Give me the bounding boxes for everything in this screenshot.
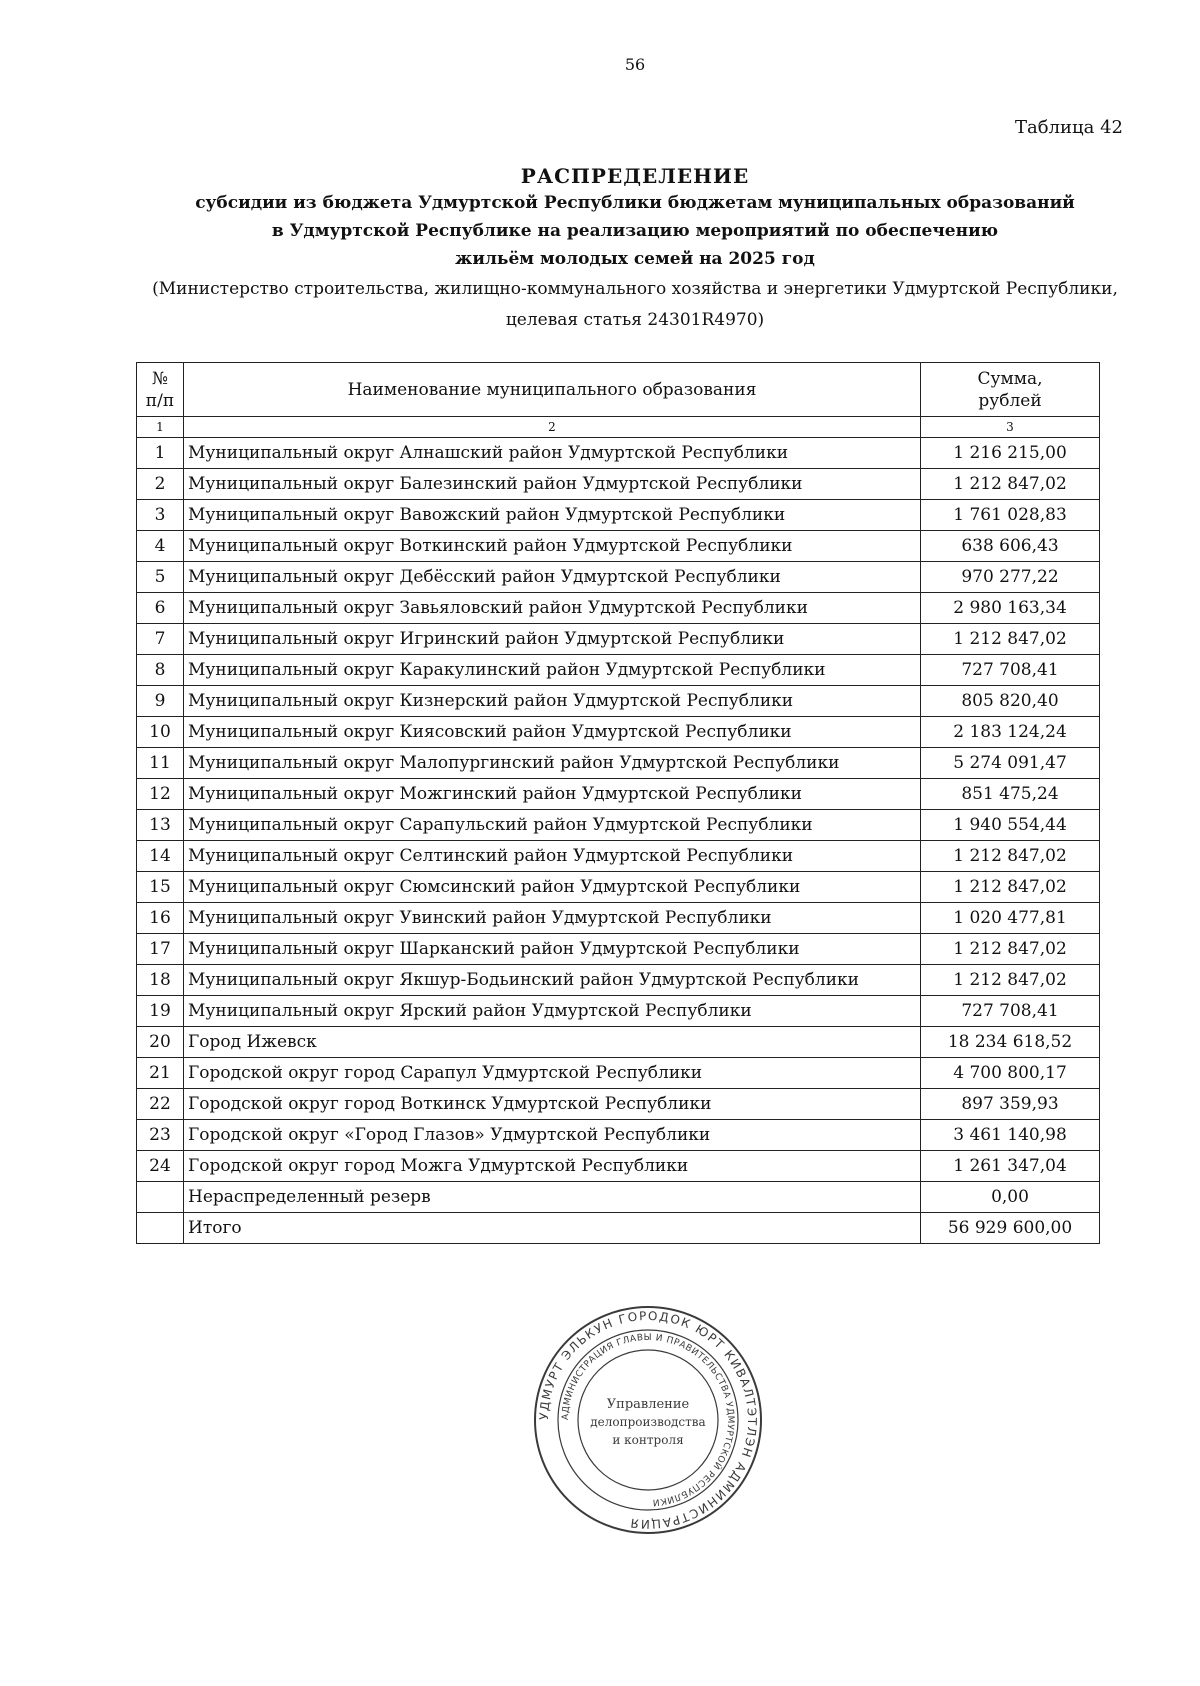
row-number: 11 xyxy=(137,748,184,779)
table-row xyxy=(137,655,1100,686)
subsidy-sum: 1 212 847,02 xyxy=(921,872,1100,903)
table-row xyxy=(137,1027,1100,1058)
municipality-name: Муниципальный округ Кизнерский район Удмуртской Республики xyxy=(184,686,921,717)
column-number: 1 xyxy=(137,417,184,438)
table-row xyxy=(137,717,1100,748)
table-header-row xyxy=(137,363,1100,417)
ministry-line-2: целевая статья 24301R4970) xyxy=(505,310,765,330)
seal-outer-text: УДМУРТ ЭЛЬКУН ГОРОДОК ЮРТ КИВАЛТЭТЛЭН АДМИНИСТРАЦИЯ xyxy=(536,1308,760,1532)
subsidy-sum: 805 820,40 xyxy=(921,686,1100,717)
subsidy-sum: 1 020 477,81 xyxy=(921,903,1100,934)
table-row xyxy=(137,872,1100,903)
municipality-name: Городской округ «Город Глазов» Удмуртской Республики xyxy=(184,1120,921,1151)
row-number: 13 xyxy=(137,810,184,841)
municipality-name: Городской округ город Воткинск Удмуртской Республики xyxy=(184,1089,921,1120)
subsidy-sum: 727 708,41 xyxy=(921,996,1100,1027)
row-number: 20 xyxy=(137,1027,184,1058)
reserve-sum: 0,00 xyxy=(921,1182,1100,1213)
municipality-name: Муниципальный округ Малопургинский район Удмуртской Республики xyxy=(184,748,921,779)
subsidy-sum: 18 234 618,52 xyxy=(921,1027,1100,1058)
subsidy-sum: 2 980 163,34 xyxy=(921,593,1100,624)
table-body xyxy=(137,438,1100,1182)
subsidy-sum: 1 216 215,00 xyxy=(921,438,1100,469)
seal-center-line-1: Управление xyxy=(606,1397,690,1412)
row-number: 9 xyxy=(137,686,184,717)
subsidy-sum: 1 212 847,02 xyxy=(921,841,1100,872)
document-heading xyxy=(120,163,1150,335)
reserve-label: Нераспределенный резерв xyxy=(184,1182,921,1213)
table-row xyxy=(137,1058,1100,1089)
municipality-name: Муниципальный округ Увинский район Удмуртской Республики xyxy=(184,903,921,934)
table-row xyxy=(137,438,1100,469)
row-number: 7 xyxy=(137,624,184,655)
header-number: № п/п xyxy=(137,363,184,417)
header-name: Наименование муниципального образования xyxy=(184,363,921,417)
table-row xyxy=(137,562,1100,593)
subsidy-sum: 5 274 091,47 xyxy=(921,748,1100,779)
row-number: 1 xyxy=(137,438,184,469)
row-number: 14 xyxy=(137,841,184,872)
row-number: 6 xyxy=(137,593,184,624)
subsidy-sum: 3 461 140,98 xyxy=(921,1120,1100,1151)
municipality-name: Муниципальный округ Алнашский район Удмуртской Республики xyxy=(184,438,921,469)
subsidy-sum: 1 212 847,02 xyxy=(921,624,1100,655)
ministry-line-1: (Министерство строительства, жилищно-коммунального хозяйства и энергетики Удмуртской Республики, xyxy=(152,279,1118,299)
row-number: 24 xyxy=(137,1151,184,1182)
municipality-name: Муниципальный округ Киясовский район Удмуртской Республики xyxy=(184,717,921,748)
column-number: 3 xyxy=(921,417,1100,438)
row-number: 12 xyxy=(137,779,184,810)
row-number: 23 xyxy=(137,1120,184,1151)
document-title: РАСПРЕДЕЛЕНИЕ xyxy=(520,164,750,188)
municipality-name: Муниципальный округ Сарапульский район Удмуртской Республики xyxy=(184,810,921,841)
table-label: Таблица 42 xyxy=(1015,117,1123,138)
subsidy-sum: 4 700 800,17 xyxy=(921,1058,1100,1089)
table-row xyxy=(137,748,1100,779)
municipality-name: Муниципальный округ Вавожский район Удмуртской Республики xyxy=(184,500,921,531)
municipality-name: Муниципальный округ Якшур-Бодьинский район Удмуртской Республики xyxy=(184,965,921,996)
table-row xyxy=(137,624,1100,655)
subsidy-sum: 2 183 124,24 xyxy=(921,717,1100,748)
municipality-name: Муниципальный округ Каракулинский район Удмуртской Республики xyxy=(184,655,921,686)
municipality-name: Городской округ город Сарапул Удмуртской Республики xyxy=(184,1058,921,1089)
official-seal-stamp xyxy=(528,1300,768,1540)
municipality-name: Муниципальный округ Ярский район Удмуртской Республики xyxy=(184,996,921,1027)
distribution-table xyxy=(136,362,1100,1244)
subsidy-sum: 897 359,93 xyxy=(921,1089,1100,1120)
row-number: 15 xyxy=(137,872,184,903)
subsidy-sum: 727 708,41 xyxy=(921,655,1100,686)
table-row xyxy=(137,469,1100,500)
row-number: 8 xyxy=(137,655,184,686)
row-number: 17 xyxy=(137,934,184,965)
subsidy-sum: 1 261 347,04 xyxy=(921,1151,1100,1182)
total-label: Итого xyxy=(184,1213,921,1244)
row-number: 19 xyxy=(137,996,184,1027)
table-row xyxy=(137,810,1100,841)
municipality-name: Муниципальный округ Игринский район Удмуртской Республики xyxy=(184,624,921,655)
table-row xyxy=(137,686,1100,717)
subsidy-sum: 1 212 847,02 xyxy=(921,469,1100,500)
table-row xyxy=(137,779,1100,810)
municipality-name: Городской округ город Можга Удмуртской Республики xyxy=(184,1151,921,1182)
municipality-name: Муниципальный округ Селтинский район Удмуртской Республики xyxy=(184,841,921,872)
total-sum: 56 929 600,00 xyxy=(921,1213,1100,1244)
municipality-name: Муниципальный округ Воткинский район Удмуртской Республики xyxy=(184,531,921,562)
table-row xyxy=(137,965,1100,996)
subsidy-sum: 1 940 554,44 xyxy=(921,810,1100,841)
column-number-row xyxy=(137,417,1100,438)
seal-center-line-2: делопроизводства xyxy=(590,1415,706,1429)
table-row xyxy=(137,593,1100,624)
seal-inner-text: АДМИНИСТРАЦИЯ ГЛАВЫ И ПРАВИТЕЛЬСТВА УДМУРТСКОЙ РЕСПУБЛИКИ xyxy=(560,1332,736,1507)
table-row xyxy=(137,1089,1100,1120)
municipality-name: Муниципальный округ Шарканский район Удмуртской Республики xyxy=(184,934,921,965)
column-number: 2 xyxy=(184,417,921,438)
subtitle-line-2: в Удмуртской Республике на реализацию мероприятий по обеспечению xyxy=(271,221,999,241)
subsidy-sum: 970 277,22 xyxy=(921,562,1100,593)
table-row xyxy=(137,903,1100,934)
subtitle-line-3: жильём молодых семей на 2025 год xyxy=(455,249,815,269)
reserve-row xyxy=(137,1182,1100,1213)
municipality-name: Город Ижевск xyxy=(184,1027,921,1058)
municipality-name: Муниципальный округ Балезинский район Удмуртской Республики xyxy=(184,469,921,500)
subsidy-sum: 851 475,24 xyxy=(921,779,1100,810)
total-row xyxy=(137,1213,1100,1244)
row-number: 3 xyxy=(137,500,184,531)
subsidy-sum: 1 761 028,83 xyxy=(921,500,1100,531)
row-number: 22 xyxy=(137,1089,184,1120)
row-number: 21 xyxy=(137,1058,184,1089)
subtitle-line-1: субсидии из бюджета Удмуртской Республики бюджетам муниципальных образований xyxy=(195,193,1075,213)
table-row xyxy=(137,841,1100,872)
municipality-name: Муниципальный округ Дебёсский район Удмуртской Республики xyxy=(184,562,921,593)
seal-center-line-3: и контроля xyxy=(612,1433,684,1447)
subsidy-sum: 1 212 847,02 xyxy=(921,965,1100,996)
row-number: 10 xyxy=(137,717,184,748)
table-row xyxy=(137,531,1100,562)
table-row xyxy=(137,934,1100,965)
row-number: 5 xyxy=(137,562,184,593)
table-row xyxy=(137,1120,1100,1151)
row-number: 4 xyxy=(137,531,184,562)
row-number: 18 xyxy=(137,965,184,996)
subsidy-sum: 638 606,43 xyxy=(921,531,1100,562)
page-number: 56 xyxy=(624,55,646,74)
table-row xyxy=(137,996,1100,1027)
municipality-name: Муниципальный округ Завьяловский район Удмуртской Республики xyxy=(184,593,921,624)
municipality-name: Муниципальный округ Можгинский район Удмуртской Республики xyxy=(184,779,921,810)
municipality-name: Муниципальный округ Сюмсинский район Удмуртской Республики xyxy=(184,872,921,903)
table-row xyxy=(137,1151,1100,1182)
header-sum: Сумма, рублей xyxy=(921,363,1100,417)
row-number: 2 xyxy=(137,469,184,500)
table-row xyxy=(137,500,1100,531)
row-number: 16 xyxy=(137,903,184,934)
subsidy-sum: 1 212 847,02 xyxy=(921,934,1100,965)
